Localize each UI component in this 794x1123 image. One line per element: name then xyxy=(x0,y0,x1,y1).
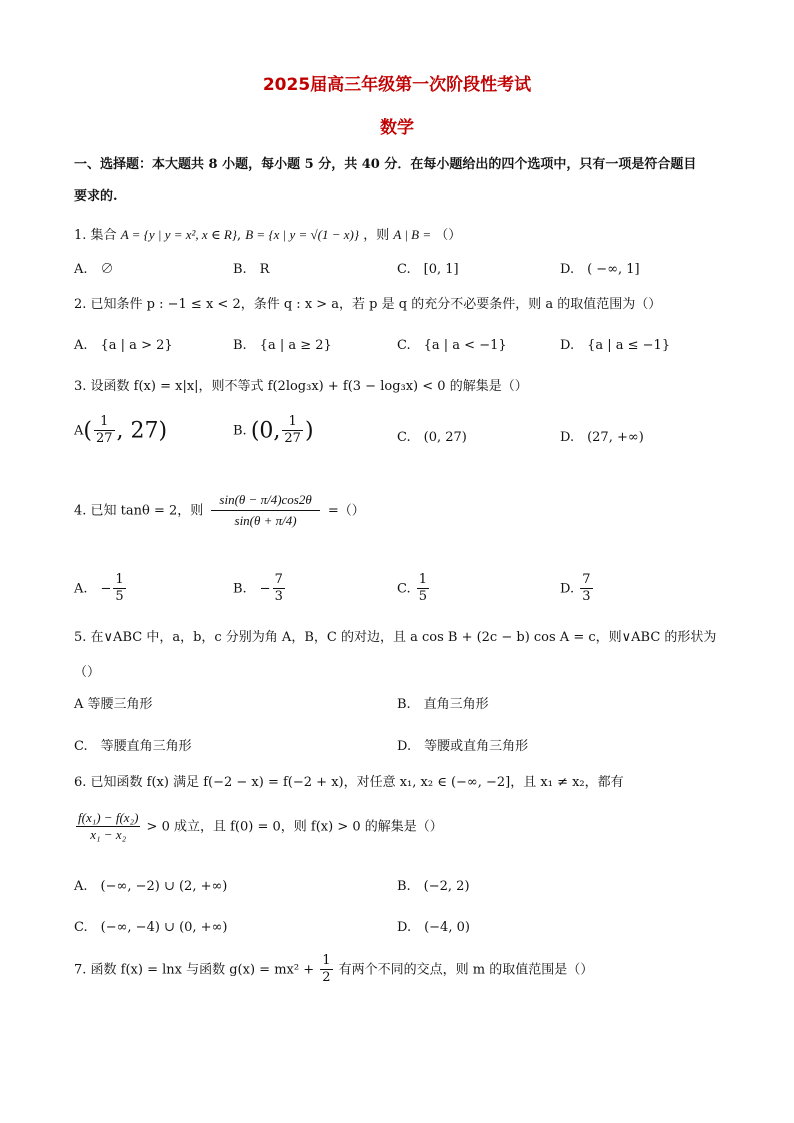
q1-option-c: C. [0, 1] xyxy=(397,262,459,277)
subject-title: 数学 xyxy=(380,118,414,138)
question-4 xyxy=(74,490,365,532)
q4-option-d-fraction xyxy=(580,572,592,606)
q7-numerator: 1 xyxy=(320,953,332,970)
q4-suffix: =（） xyxy=(327,503,365,519)
q4-denominator: sin(θ + π/4) xyxy=(234,513,297,529)
q4-option-a-denominator: 5 xyxy=(115,589,124,605)
q4-option-d-numerator: 7 xyxy=(580,572,592,589)
q7-denominator: 2 xyxy=(322,970,331,986)
q1-option-d: D. ( −∞, 1] xyxy=(560,262,640,277)
q4-option-d-label: D. xyxy=(560,581,575,597)
section-heading-line1: 一、选择题：本大题共 8 小题，每小题 5 分，共 40 分．在每小题给出的四个选项中，只有一项是符合题目 xyxy=(74,157,697,172)
q7-prefix: 7. 函数 f(x) = lnx 与函数 g(x) = mx² + xyxy=(74,962,315,978)
exam-title: 2025届高三年级第一次阶段性考试 xyxy=(262,75,532,95)
q1-paren: （） xyxy=(435,228,462,243)
q4-option-b-label: B. − xyxy=(233,581,271,597)
q3-option-b-open: (0, xyxy=(250,418,281,444)
question-3: 3. 设函数 f(x) = x|x|，则不等式 f(2log₃x) + f(3 − log₃x) < 0 的解集是（） xyxy=(74,379,528,394)
q4-option-b-denominator: 3 xyxy=(274,589,283,605)
question-5-line2: （） xyxy=(74,665,101,680)
q4-option-a-label: A. − xyxy=(74,581,112,597)
question-7 xyxy=(74,953,593,987)
q4-option-b-numerator: 7 xyxy=(273,572,285,589)
q4-option-a xyxy=(74,572,128,606)
q4-option-c-fraction xyxy=(417,572,429,606)
question-6-line2 xyxy=(74,810,443,844)
q4-numerator: sin(θ − π/4)cos2θ xyxy=(211,490,319,511)
q3-option-b-numerator: 1 xyxy=(282,414,303,431)
q2-option-c: C. {a | a < −1} xyxy=(397,338,507,353)
q1-option-a: A. ∅ xyxy=(74,262,114,277)
q4-prefix: 4. 已知 tanθ = 2，则 xyxy=(74,503,204,519)
question-6-line1: 6. 已知函数 f(x) 满足 f(−2 − x) = f(−2 + x)，对任意 x₁, x₂ ∈ (−∞, −2]，且 x₁ ≠ x₂，都有 xyxy=(74,775,624,790)
q3-option-a-numerator: 1 xyxy=(94,414,115,431)
q3-option-c: C. (0, 27) xyxy=(397,430,467,445)
q3-option-b-denominator: 27 xyxy=(284,431,301,447)
q1-option-b: B. R xyxy=(233,262,270,277)
q4-option-c-denominator: 5 xyxy=(418,589,428,605)
q4-option-c-label: C. xyxy=(397,581,411,597)
q2-option-d: D. {a | a ≤ −1} xyxy=(560,338,671,353)
q3-option-a-label: A xyxy=(74,423,84,439)
q3-option-a-open: ( xyxy=(83,418,92,444)
q4-option-d xyxy=(560,572,595,606)
q3-option-a xyxy=(74,414,167,448)
q7-suffix: 有两个不同的交点，则 m 的取值范围是（） xyxy=(338,962,594,978)
q3-option-d: D. (27, +∞) xyxy=(560,430,644,445)
q5-option-d: D. 等腰或直角三角形 xyxy=(397,739,529,754)
question-2: 2. 已知条件 p : −1 ≤ x < 2，条件 q : x > a，若 p 是 q 的充分不必要条件，则 a 的取值范围为（） xyxy=(74,297,662,312)
q1-number: 1. xyxy=(74,228,87,243)
q1-separator: , xyxy=(236,228,246,243)
q2-option-b: B. {a | a ≥ 2} xyxy=(233,338,332,353)
q6-option-d: D. (−4, 0) xyxy=(397,920,470,935)
q7-fraction xyxy=(320,953,332,987)
q4-option-c xyxy=(397,572,431,606)
q3-option-a-fraction xyxy=(94,414,115,448)
q3-option-b-close: ) xyxy=(304,418,314,444)
q1-set-b: B = {x | y = √(1 − x)} xyxy=(245,227,360,242)
q4-fraction xyxy=(211,490,319,532)
q5-option-a: A 等腰三角形 xyxy=(74,697,153,712)
q6-numerator: f(x₁) − f(x₂) xyxy=(76,810,140,827)
q6-option-a: A. (−∞, −2) ∪ (2, +∞) xyxy=(74,879,228,894)
q6-option-b: B. (−2, 2) xyxy=(397,879,470,894)
question-5-line1: 5. 在∨ABC 中，a，b，c 分别为角 A，B，C 的对边，且 a cos B + (2c − b) cos A = c，则∨ABC 的形状为 xyxy=(74,630,717,645)
q1-set-a: A = {y | y = x², x ∈ R} xyxy=(120,227,237,242)
q6-option-c: C. (−∞, −4) ∪ (0, +∞) xyxy=(74,920,228,935)
q4-option-a-fraction xyxy=(113,572,125,606)
q2-option-a: A. {a | a > 2} xyxy=(74,338,173,353)
q1-prefix: 集合 xyxy=(90,228,117,243)
q3-option-b-fraction xyxy=(282,414,303,448)
section-heading-line2: 要求的. xyxy=(74,189,118,204)
q5-option-c: C. 等腰直角三角形 xyxy=(74,739,192,754)
q4-option-d-denominator: 3 xyxy=(582,589,591,605)
q6-denominator: x₁ − x₂ xyxy=(90,827,127,843)
q6-fraction xyxy=(76,810,140,844)
q3-option-a-denominator: 27 xyxy=(95,431,113,447)
q4-option-a-numerator: 1 xyxy=(113,572,125,589)
q3-option-b xyxy=(233,414,314,448)
q4-option-b-fraction xyxy=(273,572,285,606)
q3-option-b-label: B. xyxy=(233,423,247,439)
question-1 xyxy=(74,224,461,243)
q5-option-b: B. 直角三角形 xyxy=(397,697,489,712)
q1-expression: A | B = xyxy=(393,227,432,242)
q3-option-a-rest: , 27) xyxy=(116,418,168,444)
q4-option-c-numerator: 1 xyxy=(417,572,429,589)
q6-line2-rest: > 0 成立，且 f(0) = 0，则 f(x) > 0 的解集是（） xyxy=(146,819,443,835)
q1-suffix: ，则 xyxy=(363,228,390,243)
q4-option-b xyxy=(233,572,287,606)
